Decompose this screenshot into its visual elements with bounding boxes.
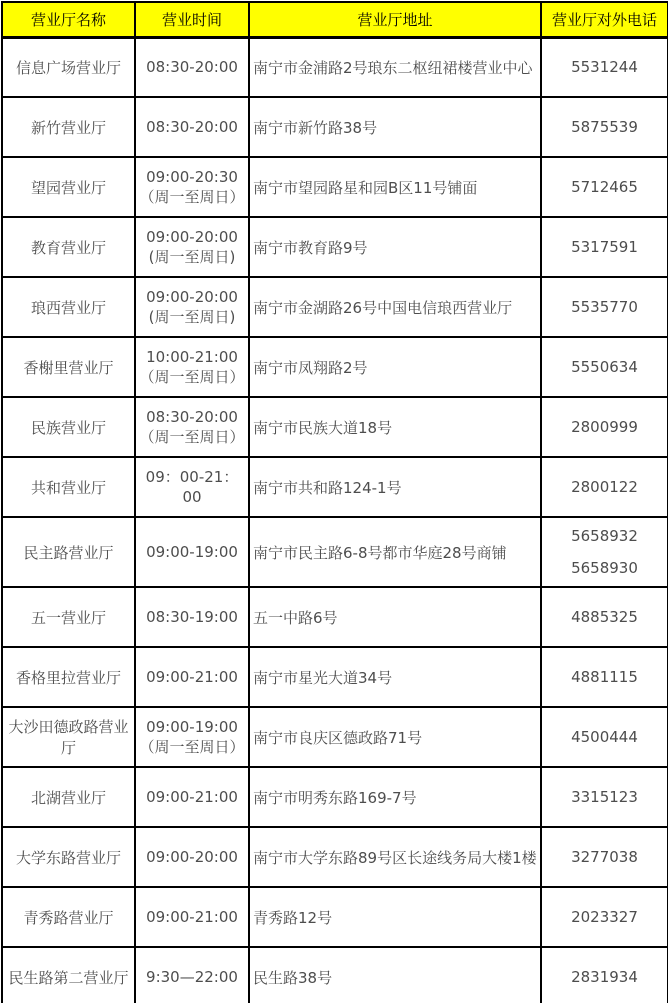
hours-line: 09:00-19:00 (146, 718, 238, 736)
table-row (2, 397, 668, 457)
hall-name-cell: 北湖营业厅 (2, 767, 135, 827)
phone-cell (541, 767, 668, 827)
hours-cell (135, 97, 249, 157)
hours-line: （周一至周日） (139, 738, 245, 756)
hall-name-cell: 民族营业厅 (2, 397, 135, 457)
phone-cell (541, 277, 668, 337)
address-cell: 南宁市金浦路2号琅东二枢纽裙楼营业中心 (249, 37, 541, 97)
hours-cell (135, 217, 249, 277)
hall-name-cell: 大沙田德政路营业厅 (2, 707, 135, 767)
phone-cell (541, 397, 668, 457)
address-cell: 五一中路6号 (249, 587, 541, 647)
hours-line: 09:00-20:00 (146, 228, 238, 246)
hours-cell (135, 37, 249, 97)
address-cell: 南宁市共和路124-1号 (249, 457, 541, 517)
header-hours: 营业时间 (135, 2, 249, 37)
hall-name-cell: 教育营业厅 (2, 217, 135, 277)
hours-cell (135, 517, 249, 587)
address-cell: 南宁市望园路星和园B区11号铺面 (249, 157, 541, 217)
hours-cell (135, 827, 249, 887)
phone-number: 5535770 (571, 298, 638, 316)
hours-line: 09:00-21:00 (146, 788, 238, 806)
hours-cell (135, 337, 249, 397)
hours-line: 10:00-21:00 (146, 348, 238, 366)
phone-number: 4881115 (571, 668, 638, 686)
phone-cell (541, 157, 668, 217)
hours-line: (周一至周日) (148, 248, 236, 266)
table-row (2, 457, 668, 517)
hall-name-cell: 民主路营业厅 (2, 517, 135, 587)
hours-cell (135, 277, 249, 337)
phone-number: 5658930 (571, 559, 638, 577)
table-row (2, 647, 668, 707)
hours-line: 09:00-20:30 (146, 168, 238, 186)
address-cell: 南宁市民族大道18号 (249, 397, 541, 457)
header-address: 营业厅地址 (249, 2, 541, 37)
phone-number: 5658932 (571, 527, 638, 545)
table-row (2, 157, 668, 217)
hall-name-cell: 青秀路营业厅 (2, 887, 135, 947)
hours-cell (135, 767, 249, 827)
phone-cell (541, 37, 668, 97)
phone-number: 4885325 (571, 608, 638, 626)
table-row (2, 517, 668, 587)
phone-number: 2023327 (571, 908, 638, 926)
address-cell: 南宁市金湖路26号中国电信琅西营业厅 (249, 277, 541, 337)
phone-number: 5317591 (571, 238, 638, 256)
phone-number: 4500444 (571, 728, 638, 746)
header-row (2, 2, 668, 37)
phone-cell (541, 887, 668, 947)
hall-name-cell: 望园营业厅 (2, 157, 135, 217)
hours-line: 09:00-21:00 (146, 908, 238, 926)
address-cell: 南宁市凤翔路2号 (249, 337, 541, 397)
phone-number: 2800999 (571, 418, 638, 436)
hours-line: (周一至周日) (148, 308, 236, 326)
phone-number: 3277038 (571, 848, 638, 866)
phone-number: 3315123 (571, 788, 638, 806)
phone-cell (541, 647, 668, 707)
table-row (2, 97, 668, 157)
hours-cell (135, 397, 249, 457)
hall-name-cell: 香榭里营业厅 (2, 337, 135, 397)
table-row (2, 767, 668, 827)
phone-number: 2800122 (571, 478, 638, 496)
hours-cell (135, 157, 249, 217)
hours-line: （周一至周日） (139, 368, 245, 386)
address-cell: 南宁市明秀东路169-7号 (249, 767, 541, 827)
address-cell: 南宁市良庆区德政路71号 (249, 707, 541, 767)
phone-cell (541, 707, 668, 767)
table-row (2, 947, 668, 1003)
phone-cell (541, 457, 668, 517)
address-cell: 民生路38号 (249, 947, 541, 1003)
address-cell: 南宁市民主路6-8号都市华庭28号商铺 (249, 517, 541, 587)
hours-cell (135, 707, 249, 767)
phone-cell (541, 587, 668, 647)
table-row (2, 277, 668, 337)
hours-line: （周一至周日） (139, 428, 245, 446)
hall-name-cell: 共和营业厅 (2, 457, 135, 517)
table-row (2, 887, 668, 947)
table-body (2, 37, 668, 1003)
hall-name-cell: 香格里拉营业厅 (2, 647, 135, 707)
hours-cell (135, 947, 249, 1003)
phone-cell (541, 217, 668, 277)
hours-line: 09:00-20:00 (146, 288, 238, 306)
header-phone: 营业厅对外电话 (541, 2, 668, 37)
hall-name-cell: 新竹营业厅 (2, 97, 135, 157)
hall-name-cell: 信息广场营业厅 (2, 37, 135, 97)
hall-name-cell: 民生路第二营业厅 (2, 947, 135, 1003)
hours-cell (135, 887, 249, 947)
phone-number: 2831934 (571, 968, 638, 986)
hours-line: 09:00-21:00 (146, 668, 238, 686)
phone-number: 5712465 (571, 178, 638, 196)
table-row (2, 37, 668, 97)
hours-line: 08:30-20:00 (146, 408, 238, 426)
phone-cell (541, 947, 668, 1003)
hours-line: 9:30—22:00 (146, 968, 238, 986)
address-cell: 南宁市星光大道34号 (249, 647, 541, 707)
phone-number: 5531244 (571, 58, 638, 77)
phone-cell (541, 517, 668, 587)
phone-cell (541, 337, 668, 397)
hours-line: 09：00-21：00 (145, 468, 239, 506)
hours-cell (135, 587, 249, 647)
hall-name-cell: 大学东路营业厅 (2, 827, 135, 887)
hours-cell (135, 457, 249, 517)
hours-line: 08:30-20:00 (146, 118, 238, 136)
hall-name-cell: 琅西营业厅 (2, 277, 135, 337)
business-halls-table (1, 1, 668, 1003)
table-row (2, 587, 668, 647)
hours-line: 08:30-19:00 (146, 608, 238, 626)
hours-line: 09:00-19:00 (146, 543, 238, 561)
phone-number: 5875539 (571, 118, 638, 136)
address-cell: 南宁市大学东路89号区长途线务局大楼1楼 (249, 827, 541, 887)
table-header (2, 2, 668, 37)
hours-line: 08:30-20:00 (146, 58, 238, 77)
phone-cell (541, 97, 668, 157)
table-row (2, 337, 668, 397)
table-row (2, 707, 668, 767)
address-cell: 青秀路12号 (249, 887, 541, 947)
phone-cell (541, 827, 668, 887)
header-hall-name: 营业厅名称 (2, 2, 135, 37)
table-row (2, 827, 668, 887)
table-row (2, 217, 668, 277)
hours-line: 09:00-20:00 (146, 848, 238, 866)
address-cell: 南宁市新竹路38号 (249, 97, 541, 157)
hours-line: （周一至周日） (139, 188, 245, 206)
hall-name-cell: 五一营业厅 (2, 587, 135, 647)
address-cell: 南宁市教育路9号 (249, 217, 541, 277)
hours-cell (135, 647, 249, 707)
phone-number: 5550634 (571, 358, 638, 376)
